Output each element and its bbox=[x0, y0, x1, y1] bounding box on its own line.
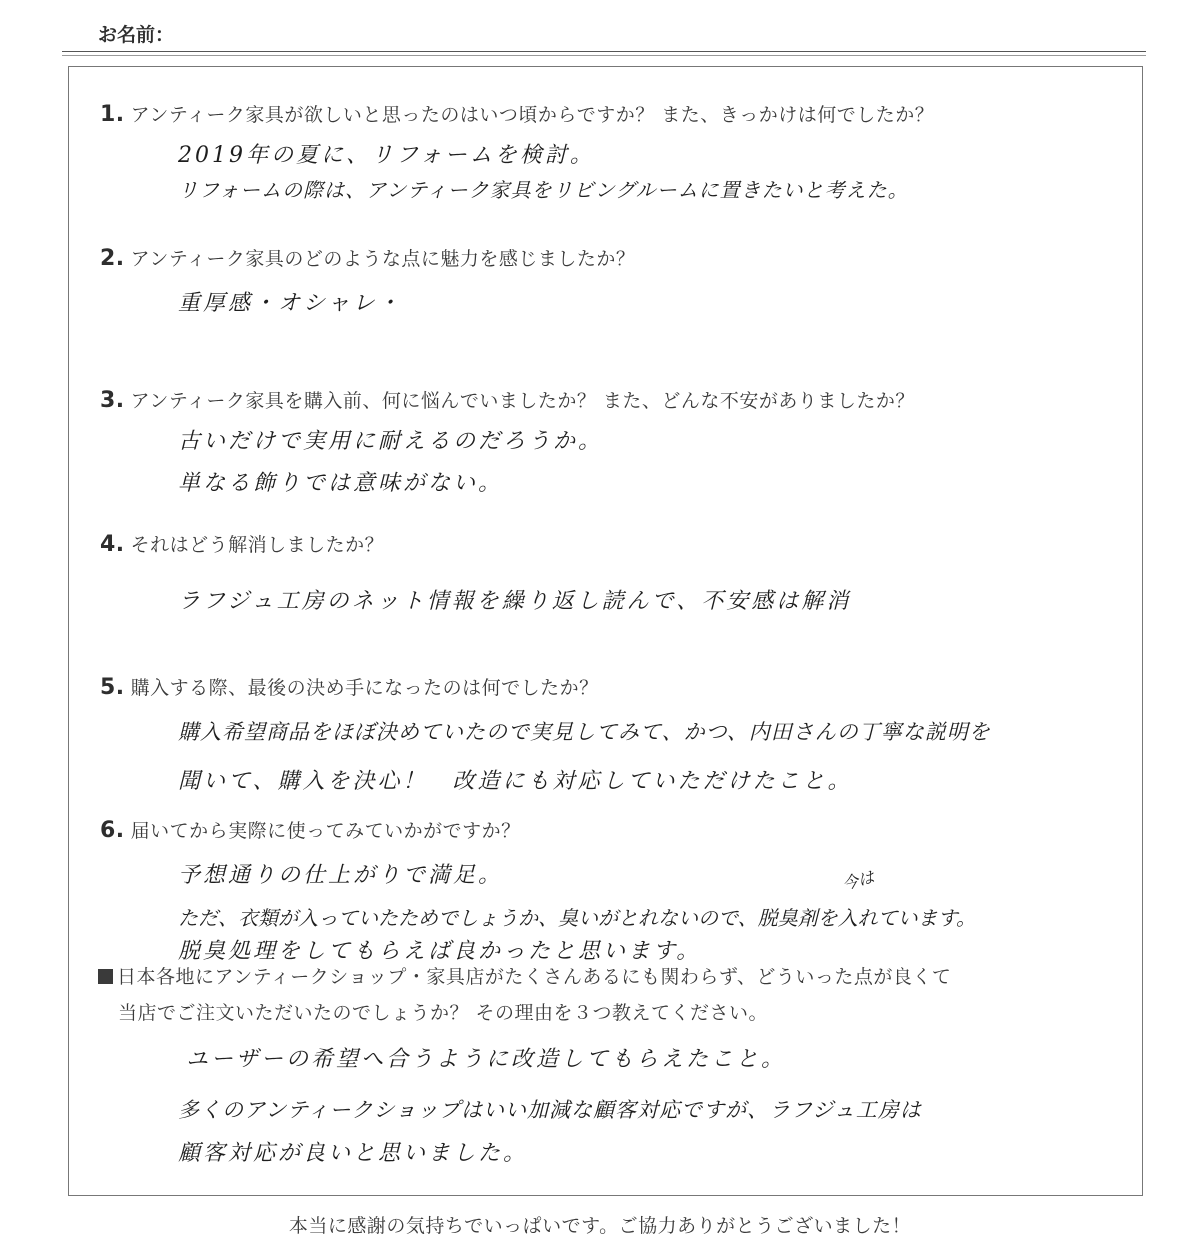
answer-5-line-1: 購入希望商品をほぼ決めていたので実見してみて、かつ、内田さんの丁寧な説明を bbox=[178, 720, 991, 744]
answer-3-line-2: 単なる飾りでは意味がない。 bbox=[178, 471, 504, 496]
bonus-question-line-2: 当店でご注文いただいたのでしょうか？ その理由を３つ教えてください。 bbox=[118, 1002, 769, 1024]
answer-6-inserted-note: 今は bbox=[840, 867, 877, 894]
questionnaire-frame bbox=[68, 66, 1143, 1196]
question-text: アンティーク家具を購入前、何に悩んでいましたか？ また、どんな不安がありましたか？ bbox=[130, 390, 915, 412]
question-4 bbox=[100, 530, 384, 557]
question-3 bbox=[100, 386, 915, 413]
answer-6-line-3: 脱臭処理をしてもらえば良かったと思います。 bbox=[178, 939, 702, 964]
question-number: 4. bbox=[100, 532, 125, 557]
bonus-question-line-1 bbox=[98, 962, 951, 989]
question-text: アンティーク家具のどのような点に魅力を感じましたか？ bbox=[130, 248, 636, 270]
name-underline-secondary bbox=[62, 55, 1146, 56]
question-5 bbox=[100, 673, 599, 700]
question-text: アンティーク家具が欲しいと思ったのはいつ頃からですか？ また、きっかけは何でしたか？ bbox=[130, 104, 935, 126]
answer-5-line-2: 聞いて、購入を決心！ 改造にも対応していただけたこと。 bbox=[178, 769, 853, 794]
thank-you-footer: 本当に感謝の気持ちでいっぱいです。ご協力ありがとうございました！ bbox=[288, 1215, 912, 1237]
question-number: 6. bbox=[100, 818, 125, 843]
question-6 bbox=[100, 816, 521, 843]
bonus-answer-line-1: ユーザーの希望へ合うように改造してもらえたこと。 bbox=[186, 1047, 787, 1072]
answer-1-line-2: リフォームの際は、アンティーク家具をリビングルームに置きたいと考えた。 bbox=[178, 178, 909, 202]
question-number: 2. bbox=[100, 246, 125, 271]
bonus-answer-line-2: 多くのアンティークショップはいい加減な顧客対応ですが、ラフジュ工房は bbox=[178, 1098, 922, 1122]
question-text: 届いてから実際に使ってみていかがですか？ bbox=[130, 820, 521, 842]
name-underline bbox=[62, 51, 1146, 52]
answer-6-line-1: 予想通りの仕上がりで満足。 bbox=[178, 863, 504, 888]
answer-1-line-1: 2019年の夏に、リフォームを検討。 bbox=[178, 143, 595, 168]
question-number: 5. bbox=[100, 675, 125, 700]
bonus-question-text-1: 日本各地にアンティークショップ・家具店がたくさんあるにも関わらず、どういった点が良くて bbox=[117, 966, 952, 988]
question-1 bbox=[100, 100, 934, 127]
answer-4-line-1: ラフジュ工房のネット情報を繰り返し読んで、不安感は解消 bbox=[178, 589, 852, 614]
answer-6-line-2: ただ、衣類が入っていたためでしょうか、臭いがとれないので、脱臭剤を入れています。 bbox=[178, 906, 976, 930]
question-number: 1. bbox=[100, 102, 125, 127]
question-text: 購入する際、最後の決め手になったのは何でしたか？ bbox=[130, 677, 599, 699]
question-number: 3. bbox=[100, 388, 125, 413]
question-text: それはどう解消しましたか？ bbox=[130, 534, 385, 556]
answer-2-line-1: 重厚感・オシャレ・ bbox=[178, 291, 403, 316]
question-2 bbox=[100, 244, 635, 271]
name-label: お名前： bbox=[98, 24, 175, 46]
answer-3-line-1: 古いだけで実用に耐えるのだろうか。 bbox=[178, 429, 604, 454]
square-bullet-icon bbox=[98, 969, 113, 984]
bonus-answer-line-3: 顧客対応が良いと思いました。 bbox=[178, 1141, 529, 1166]
